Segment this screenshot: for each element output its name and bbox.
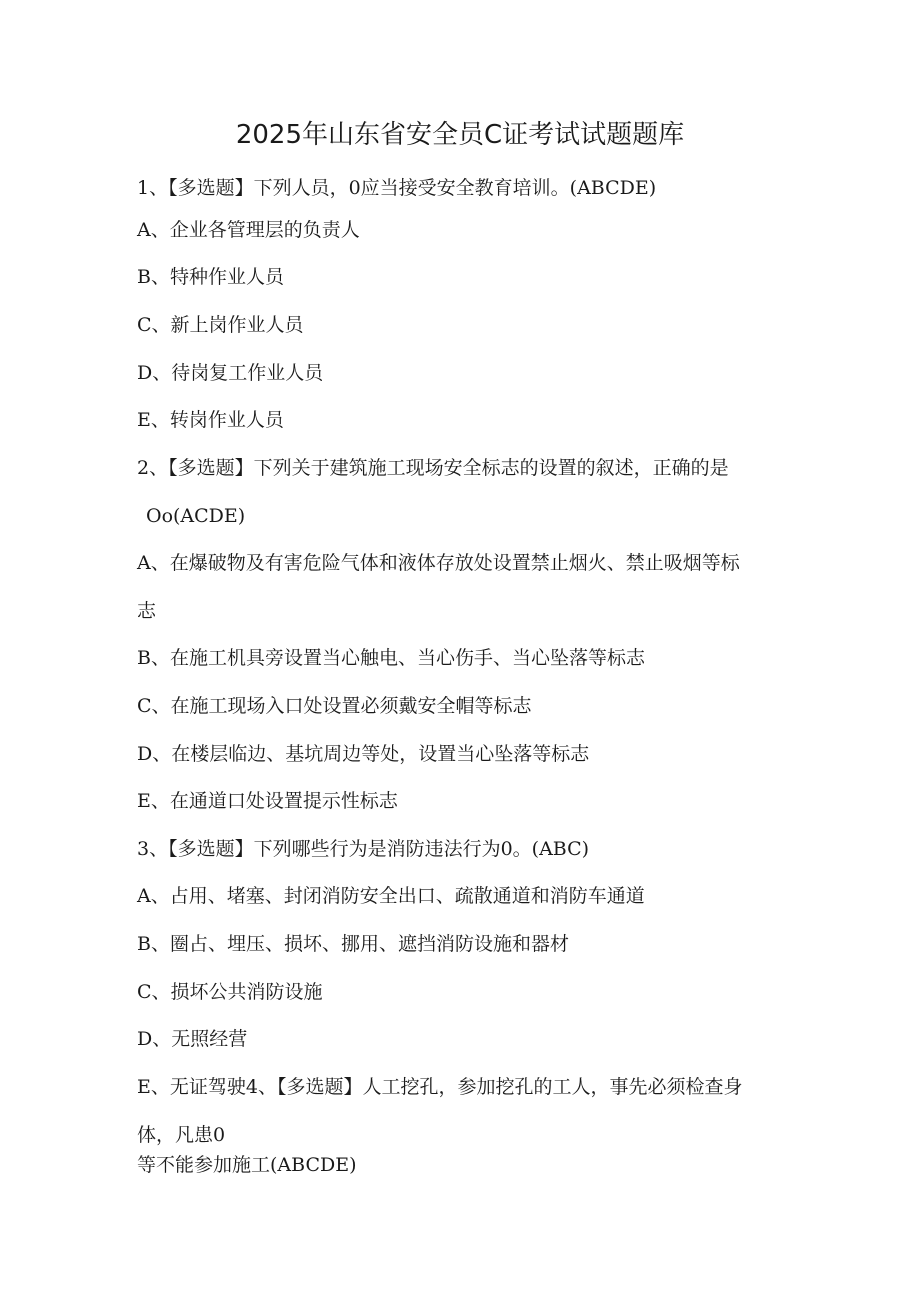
question-1-option-a: A、企业各管理层的负责人 <box>137 219 360 241</box>
question-3-stem: 3、【多选题】下列哪些行为是消防违法行为0。(ABC) <box>137 838 590 860</box>
question-2-option-b: B、在施工机具旁设置当心触电、当心伤手、当心坠落等标志 <box>137 647 645 669</box>
question-4-stem-continuation: 体，凡患0 <box>137 1124 226 1146</box>
question-2-option-d: D、在楼层临边、基坑周边等处，设置当心坠落等标志 <box>137 743 590 765</box>
question-4-stem-end: 等不能参加施工(ABCDE) <box>137 1154 357 1176</box>
question-1-option-d: D、待岗复工作业人员 <box>137 362 324 384</box>
question-2-stem-continuation: Oo(ACDE) <box>146 505 246 527</box>
question-1-option-e: E、转岗作业人员 <box>137 409 284 431</box>
question-2-option-a: A、在爆破物及有害危险气体和液体存放处设置禁止烟火、禁止吸烟等标 <box>137 552 740 574</box>
question-2-option-a-continuation: 志 <box>137 600 157 622</box>
question-2-option-e: E、在通道口处设置提示性标志 <box>137 790 398 812</box>
question-2-stem: 2、【多选题】下列关于建筑施工现场安全标志的设置的叙述，正确的是 <box>137 457 729 479</box>
question-2-option-c: C、在施工现场入口处设置必须戴安全帽等标志 <box>137 695 532 717</box>
question-1-stem: 1、【多选题】下列人员，0应当接受安全教育培训。(ABCDE) <box>137 177 657 199</box>
question-3-option-a: A、占用、堵塞、封闭消防安全出口、疏散通道和消防车通道 <box>137 885 645 907</box>
question-1-option-c: C、新上岗作业人员 <box>137 314 304 336</box>
question-3-option-e-and-question-4-stem: E、无证驾驶4、【多选题】人工挖孔，参加挖孔的工人，事先必须检查身 <box>137 1076 743 1098</box>
question-3-option-d: D、无照经营 <box>137 1028 248 1050</box>
document-title: 2025年山东省安全员C证考试试题题库 <box>235 120 685 150</box>
question-3-option-c: C、损坏公共消防设施 <box>137 981 323 1003</box>
question-1-option-b: B、特种作业人员 <box>137 266 284 288</box>
question-3-option-b: B、圈占、埋压、损坏、挪用、遮挡消防设施和器材 <box>137 933 569 955</box>
